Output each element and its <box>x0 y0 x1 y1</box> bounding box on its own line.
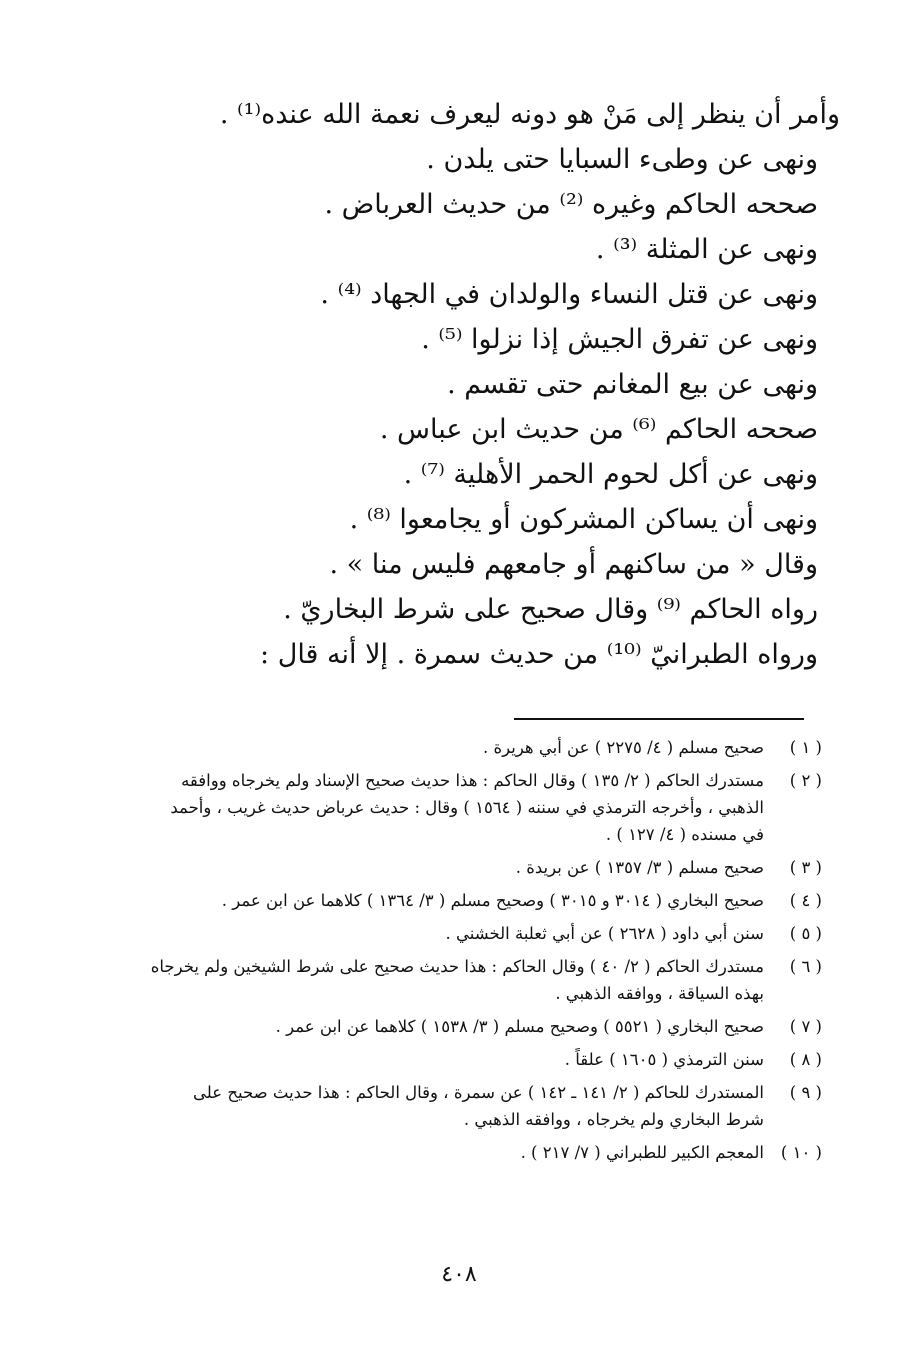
footnote <box>107 854 822 881</box>
footnote-line: سنن أبي داود ( ٢٦٢٨ ) عن أبي ثعلبة الخشني . <box>445 924 764 943</box>
footnote-line: المعجم الكبير للطبراني ( ٧/ ٢١٧ ) . <box>520 1143 764 1162</box>
main-line: ونهى عن قتل النساء والولدان في الجهاد ⁽⁴⁾ . <box>320 279 818 310</box>
page-number: ٤٠٨ <box>441 1262 477 1287</box>
footnote-number: ( ٦ ) <box>789 957 822 976</box>
footnote-line: شرط البخاري ولم يخرجاه ، ووافقه الذهبي . <box>463 1110 764 1129</box>
footnote-text <box>107 734 764 761</box>
footnote-line: سنن الترمذي ( ١٦٠٥ ) علقاً . <box>564 1050 764 1069</box>
footnote-text <box>107 1046 764 1073</box>
footnotes <box>107 734 822 1172</box>
main-line: صححه الحاكم ⁽⁶⁾ من حديث ابن عباس . <box>379 414 818 445</box>
footnote-number: ( ٣ ) <box>789 858 822 877</box>
footnote-number: ( ٨ ) <box>789 1050 822 1069</box>
footnote <box>107 734 822 761</box>
footnote-line: الذهبي ، وأخرجه الترمذي في سننه ( ١٥٦٤ ) وقال : حديث عرباض حديث غريب ، وأحمد <box>170 798 764 817</box>
footnote-text <box>107 854 764 881</box>
footnote-number: ( ١٠ ) <box>780 1143 822 1162</box>
footnote-text <box>107 1139 764 1166</box>
main-line: رواه الحاكم ⁽⁹⁾ وقال صحيح على شرط البخاريّ . <box>283 594 818 625</box>
footnote-line: صحيح البخاري ( ٥٥٢١ ) وصحيح مسلم ( ٣/ ١٥٣٨ ) كلاهما عن ابن عمر . <box>275 1017 764 1036</box>
main-text <box>98 92 840 677</box>
footnote-line: صحيح البخاري ( ٣٠١٤ و ٣٠١٥ ) وصحيح مسلم ( ٣/ ١٣٦٤ ) كلاهما عن ابن عمر . <box>221 891 764 910</box>
footnote <box>107 953 822 1007</box>
footnote-number: ( ٥ ) <box>789 924 822 943</box>
footnote <box>107 1139 822 1166</box>
footnote-number: ( ١ ) <box>789 738 822 757</box>
main-line: وأمر أن ينظر إلى مَنْ هو دونه ليعرف نعمة الله عنده⁽¹⁾ . <box>219 99 840 130</box>
footnote-number: ( ٤ ) <box>789 891 822 910</box>
main-line: صححه الحاكم وغيره ⁽²⁾ من حديث العرباض . <box>324 189 818 220</box>
footnote-text <box>107 920 764 947</box>
main-line: ورواه الطبرانيّ ⁽¹⁰⁾ من حديث سمرة . إلا أنه قال : <box>260 639 818 670</box>
footnote-line: مستدرك الحاكم ( ٢/ ٤٠ ) وقال الحاكم : هذا حديث صحيح على شرط الشيخين ولم يخرجاه <box>150 957 764 976</box>
main-line: ونهى عن وطىء السبايا حتى يلدن . <box>426 144 818 175</box>
footnote-line: صحيح مسلم ( ٤/ ٢٢٧٥ ) عن أبي هريرة . <box>483 738 764 757</box>
footnote <box>107 1079 822 1133</box>
footnote-number: ( ٩ ) <box>789 1083 822 1102</box>
footnote-number: ( ٢ ) <box>789 771 822 790</box>
footnote-number: ( ٧ ) <box>789 1017 822 1036</box>
footnote-line: مستدرك الحاكم ( ٢/ ١٣٥ ) وقال الحاكم : هذا حديث صحيح الإسناد ولم يخرجاه ووافقه <box>181 771 764 790</box>
footnote <box>107 767 822 848</box>
main-line: ونهى عن بيع المغانم حتى تقسم . <box>447 369 818 400</box>
footnote-line: المستدرك للحاكم ( ٢/ ١٤١ ـ ١٤٢ ) عن سمرة ، وقال الحاكم : هذا حديث صحيح على <box>193 1083 764 1102</box>
main-line: وقال « من ساكنهم أو جامعهم فليس منا » . <box>329 549 818 580</box>
footnote-line: بهذه السياقة ، ووافقه الذهبي . <box>555 984 764 1003</box>
footnote-text <box>107 1013 764 1040</box>
main-line: ونهى عن المثلة ⁽³⁾ . <box>595 234 818 265</box>
footnote-separator <box>514 718 804 720</box>
footnote-line: صحيح مسلم ( ٣/ ١٣٥٧ ) عن بريدة . <box>515 858 764 877</box>
footnote-text <box>107 767 764 848</box>
footnote <box>107 920 822 947</box>
footnote-text <box>107 1079 764 1133</box>
footnote-text <box>107 953 764 1007</box>
footnote <box>107 1046 822 1073</box>
footnote <box>107 1013 822 1040</box>
main-line: ونهى أن يساكن المشركون أو يجامعوا ⁽⁸⁾ . <box>349 504 818 535</box>
footnote-line: في مسنده ( ٤/ ١٢٧ ) . <box>605 825 764 844</box>
main-line: ونهى عن تفرق الجيش إذا نزلوا ⁽⁵⁾ . <box>421 324 818 355</box>
footnote <box>107 887 822 914</box>
footnote-text <box>107 887 764 914</box>
main-line: ونهى عن أكل لحوم الحمر الأهلية ⁽⁷⁾ . <box>403 459 818 490</box>
